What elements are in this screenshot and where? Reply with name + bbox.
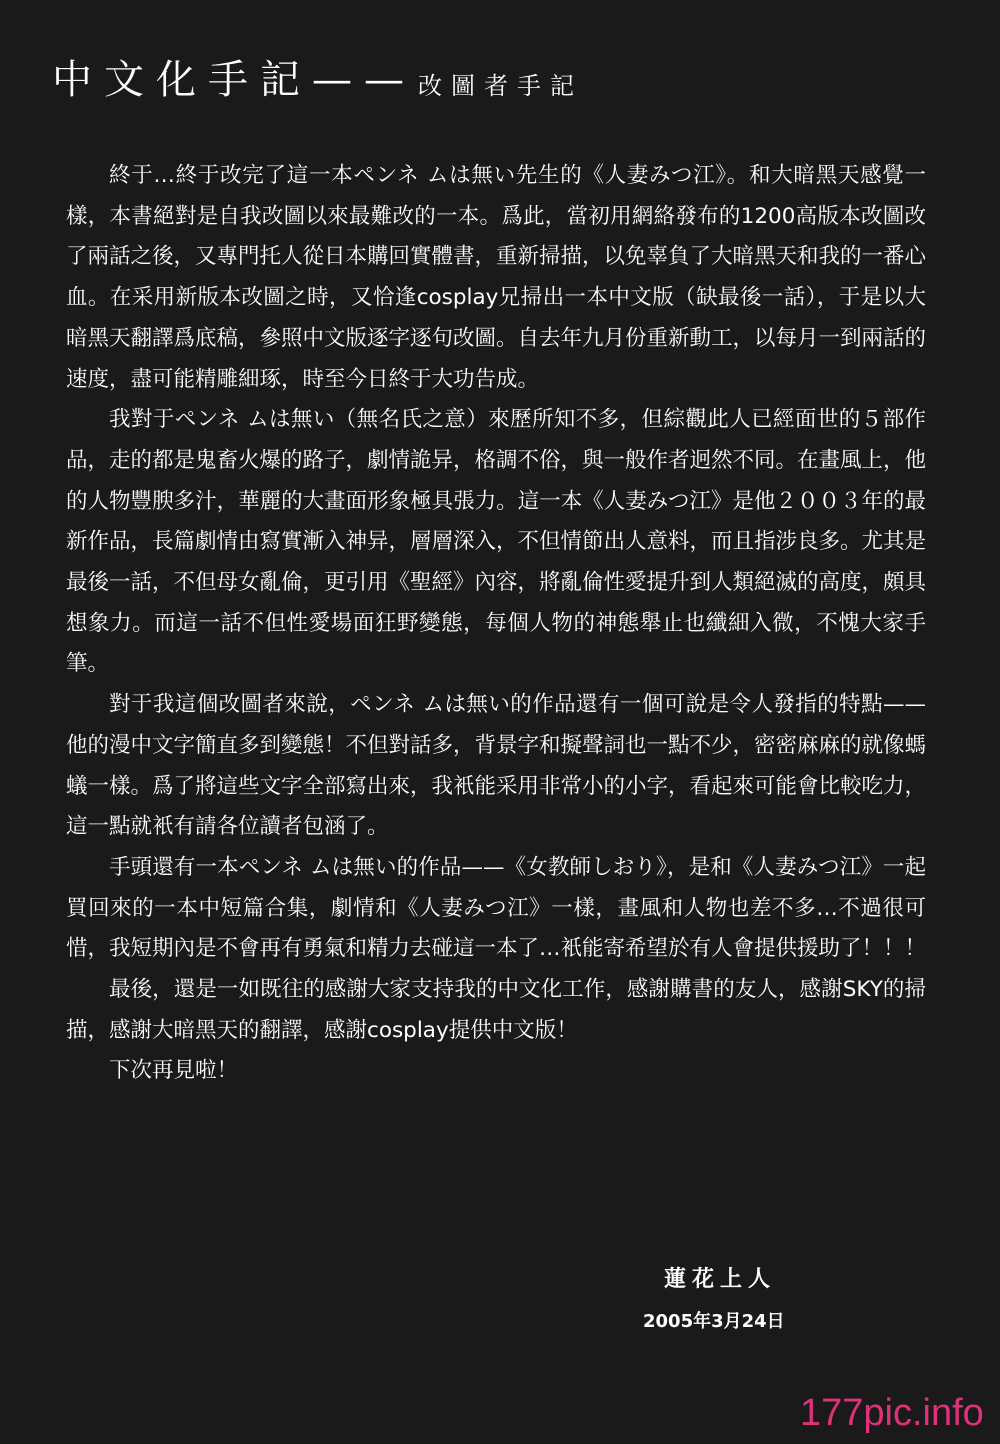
page-subtitle: 改圖者手記	[418, 72, 583, 100]
signature-date: 2005年3月24日	[643, 1311, 785, 1332]
paragraph-1: 終于…終于改完了這一本ペンネ ムは無い先生的《人妻みつ江》。和大暗黑天感覺一樣，本書絕對是自我改圖以來最難改的一本。爲此，當初用網絡發布的1200高版本改圖改了兩話之後，又專門托人從日本購回實體書，重新掃描，以免辜負了大暗黑天和我的一番心血。在采用新版本改圖之時，又恰逢cosplay兄掃出一本中文版（缺最後一話），于是以大暗黑天翻譯爲底稿，參照中文版逐字逐句改圖。自去年九月份重新動工，以每月一到兩話的速度，盡可能精雕細琢，時至今日終于大功告成。	[66, 163, 927, 392]
watermark-text: 177pic.info	[800, 1392, 984, 1434]
paragraph-6: 下次再見啦！	[109, 1058, 239, 1084]
article-body	[66, 156, 926, 1092]
paragraph-3: 對于我這個改圖者來說，ペンネ ムは無い的作品還有一個可說是令人發指的特點——他的漫中文字簡直多到變態！不但對話多，背景字和擬聲詞也一點不少，密密麻麻的就像螞蟻一樣。爲了將這些文字全部寫出來，我衹能采用非常小的小字，看起來可能會比較吃力，這一點就衹有請各位讀者包涵了。	[66, 692, 927, 840]
paragraph-4: 手頭還有一本ペンネ ムは無い的作品——《女教師しおり》，是和《人妻みつ江》一起買回來的一本中短篇合集，劇情和《人妻みつ江》一樣，畫風和人物也差不多…不過很可惜，我短期內是不會再有勇氣和精力去碰這一本了…衹能寄希望於有人會提供援助了！！！	[66, 854, 927, 962]
signature-name: 蓮花上人	[664, 1266, 777, 1292]
page-header	[52, 40, 583, 103]
paragraph-2: 我對于ペンネ ムは無い（無名氏之意）來歷所知不多，但綜觀此人已經面世的５部作品，走的都是鬼畜火爆的路子，劇情詭异，格調不俗，與一般作者迥然不同。在畫風上，他的人物豐腴多汁，華麗的大畫面形象極具張力。這一本《人妻みつ江》是他２００３年的最新作品，長篇劇情由寫實漸入神异，層層深入，不但情節出人意料，而且指涉良多。尤其是最後一話，不但母女亂倫，更引用《聖經》內容，將亂倫性愛提升到人類絕滅的高度，頗具想象力。而這一話不但性愛場面狂野變態，每個人物的神態舉止也纖細入微，不愧大家手筆。	[66, 407, 927, 677]
page-title: 中文化手記——	[52, 57, 416, 103]
paragraph-5: 最後，還是一如既往的感謝大家支持我的中文化工作，感謝購書的友人，感謝SKY的掃描，感謝大暗黑天的翻譯，感謝cosplay提供中文版！	[66, 977, 926, 1043]
